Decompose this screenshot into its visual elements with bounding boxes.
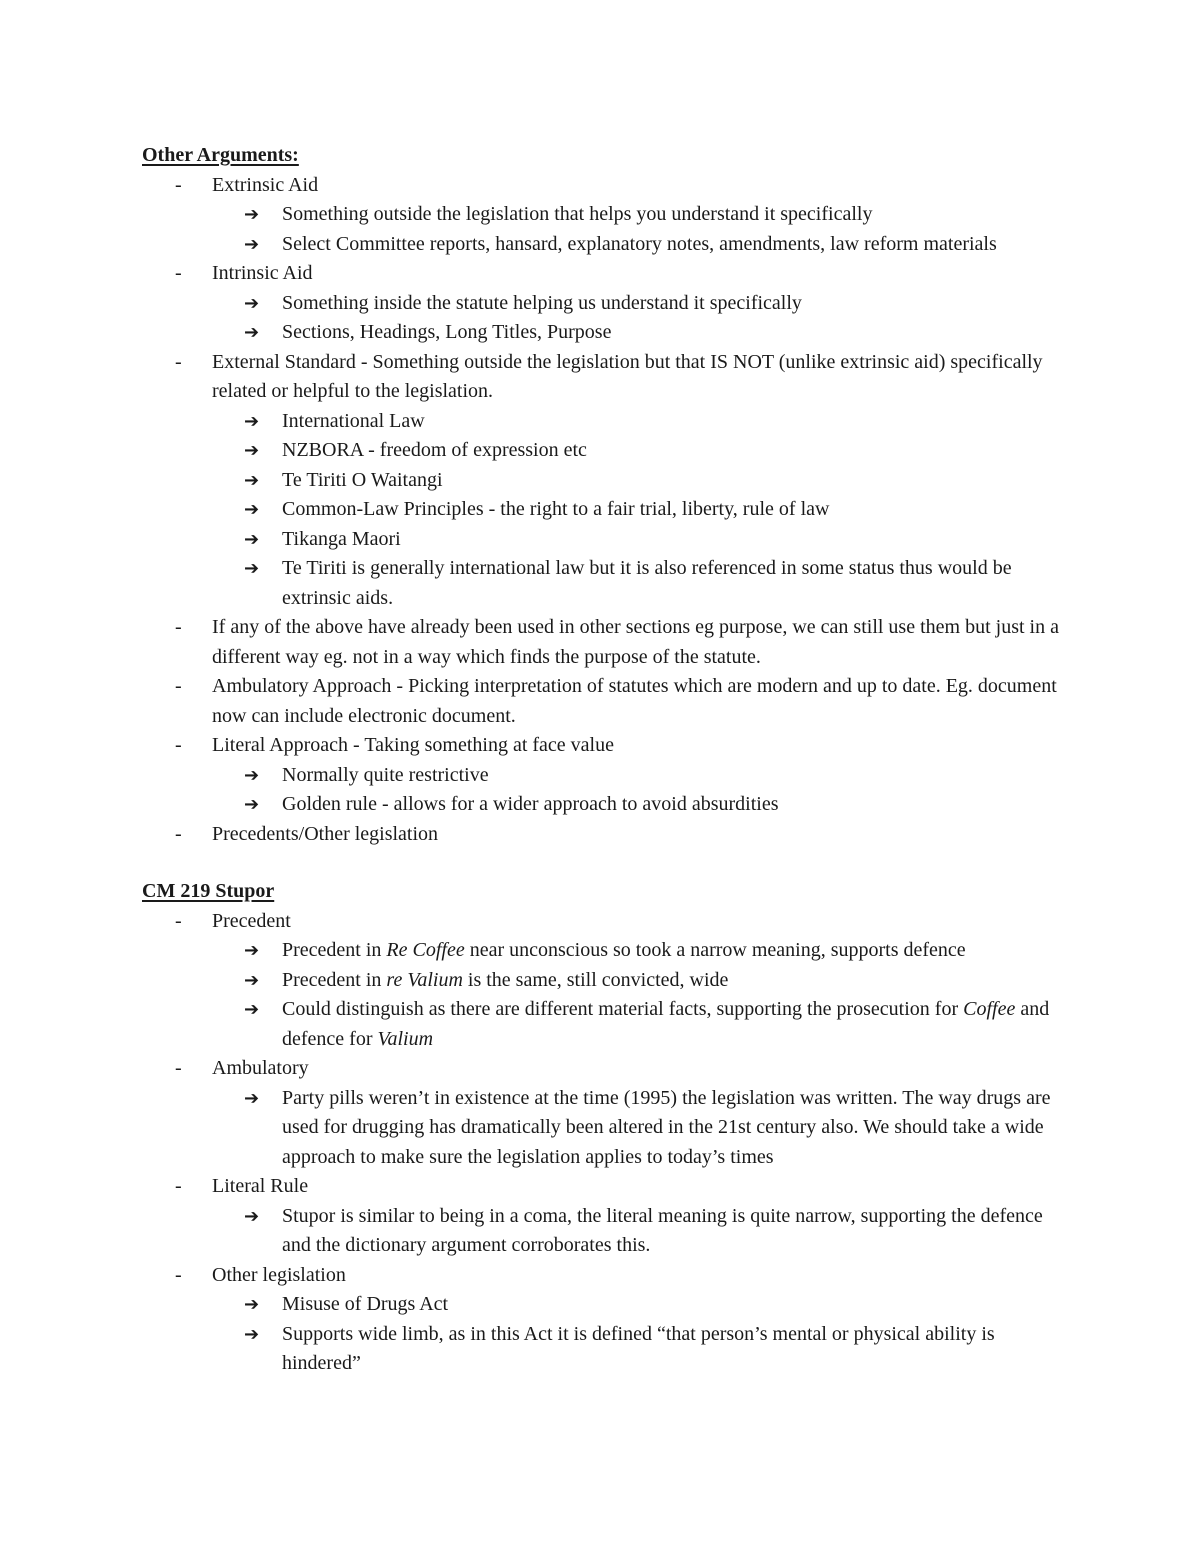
- case-name-italic: Valium: [377, 1027, 434, 1050]
- bullet-text: Precedent: [212, 909, 291, 932]
- bullet-item-precedents-other-legislation: [142, 820, 1062, 850]
- sub-bullet-item: [142, 407, 1062, 437]
- bullet-item-literal-rule: [142, 1172, 1062, 1202]
- sub-bullet-item: [142, 200, 1062, 230]
- case-name-italic: Re Coffee: [386, 939, 465, 961]
- bullet-text: If any of the above have already been used in other sections eg purpose, we can still use them but just in a different way eg. not in a way which finds the purpose of the statute.: [212, 616, 1059, 668]
- arrow-bullet-icon: ➔: [244, 999, 260, 1020]
- arrow-bullet-icon: ➔: [244, 440, 260, 461]
- arrow-bullet-icon: ➔: [244, 794, 260, 815]
- arrow-bullet-icon: ➔: [244, 764, 260, 786]
- sub-bullet-item: [142, 761, 1062, 791]
- bullet-text: Ambulatory Approach - Picking interpretation of statutes which are modern and up to date. Eg. document now can include electronic document.: [212, 675, 1057, 727]
- bullet-item-intrinsic-aid: [142, 259, 1062, 289]
- bullet-item-ambulatory-approach: [142, 672, 1062, 731]
- sub-bullet-text: Stupor is similar to being in a coma, the literal meaning is quite narrow, supporting the defence and the dictionary argument corroborates this.: [282, 1204, 1043, 1256]
- sub-bullet-text: and defence for: [282, 998, 1050, 1050]
- sub-bullet-item: [142, 1084, 1062, 1173]
- sub-bullet-item: [142, 289, 1062, 319]
- sub-bullet-item: [142, 318, 1062, 348]
- case-name-italic: re Valium: [386, 968, 463, 991]
- section-cm-219-stupor: [142, 877, 1062, 1379]
- bullet-item-precedent: [142, 907, 1062, 937]
- arrow-bullet-icon: ➔: [244, 233, 260, 255]
- arrow-bullet-icon: ➔: [244, 1294, 260, 1315]
- arrow-bullet-icon: ➔: [244, 969, 260, 991]
- bullet-text: Literal Rule: [212, 1175, 309, 1197]
- sub-bullet-item: [142, 525, 1062, 555]
- bullet-text: Precedents/Other legislation: [212, 822, 439, 845]
- sub-bullet-item: [142, 966, 1062, 996]
- sub-bullet-text: International Law: [282, 409, 425, 432]
- sub-bullet-text: Normally quite restrictive: [282, 763, 489, 786]
- sub-bullet-text: Supports wide limb, as in this Act it is defined “that person’s mental or physical ability is hindered”: [282, 1322, 995, 1374]
- sub-bullet-item: [142, 936, 1062, 966]
- bullet-item-extrinsic-aid: [142, 171, 1062, 201]
- sub-bullet-item: [142, 790, 1062, 820]
- dash-bullet-icon: -: [175, 822, 182, 845]
- sub-bullet-text: Te Tiriti is generally international law but it is also referenced in some status thus would be extrinsic aids.: [282, 557, 1012, 609]
- arrow-bullet-icon: ➔: [244, 1087, 260, 1109]
- sub-bullet-text: Golden rule - allows for a wider approach to avoid absurdities: [282, 793, 779, 815]
- sub-bullet-text: Party pills weren’t in existence at the time (1995) the legislation was written. The way drugs are used for drugging has dramatically been altered in the 21st century also. We should take a wide approach to make sure the legislation applies to today’s times: [282, 1086, 1051, 1168]
- sub-bullet-item: [142, 230, 1062, 260]
- sub-bullet-item: [142, 1202, 1062, 1261]
- dash-bullet-icon: -: [175, 909, 182, 932]
- sub-bullet-text: Tikanga Maori: [282, 527, 401, 550]
- bullet-text: Other legislation: [212, 1263, 346, 1286]
- sub-bullet-text: Something inside the statute helping us understand it specifically: [282, 291, 802, 314]
- section-heading: Other Arguments:: [142, 144, 299, 166]
- bullet-text: Literal Approach - Taking something at face value: [212, 734, 614, 756]
- sub-bullet-text: Sections, Headings, Long Titles, Purpose: [282, 321, 612, 343]
- arrow-bullet-icon: ➔: [244, 469, 260, 491]
- bullet-item-other-legislation: [142, 1261, 1062, 1291]
- bullet-text: Ambulatory: [212, 1057, 309, 1079]
- sub-bullet-text: near unconscious so took a narrow meaning, supports defence: [464, 939, 966, 961]
- bullet-text: External Standard - Something outside the legislation but that IS NOT (unlike extrinsic aid) specifically related or helpful to the legislation.: [212, 350, 1043, 402]
- sub-bullet-text: Common-Law Principles - the right to a fair trial, liberty, rule of law: [282, 498, 830, 520]
- dash-bullet-icon: -: [175, 350, 182, 373]
- dash-bullet-icon: -: [175, 1263, 182, 1286]
- arrow-bullet-icon: ➔: [244, 528, 260, 550]
- dash-bullet-icon: -: [175, 616, 182, 638]
- bullet-item-literal-approach: [142, 731, 1062, 761]
- sub-bullet-item: [142, 1320, 1062, 1379]
- sub-bullet-text: Could distinguish as there are different material facts, supporting the prosecution for: [282, 998, 964, 1020]
- arrow-bullet-icon: ➔: [244, 940, 260, 961]
- sub-bullet-item: [142, 495, 1062, 525]
- dash-bullet-icon: -: [175, 734, 182, 756]
- bullet-item-external-standard: [142, 348, 1062, 407]
- dash-bullet-icon: -: [175, 1057, 182, 1079]
- sub-bullet-text: Something outside the legislation that helps you understand it specifically: [282, 203, 873, 225]
- sub-bullet-text: Select Committee reports, hansard, explanatory notes, amendments, law reform materials: [282, 232, 997, 255]
- arrow-bullet-icon: ➔: [244, 558, 260, 579]
- arrow-bullet-icon: ➔: [244, 1205, 260, 1227]
- bullet-text: Extrinsic Aid: [212, 173, 319, 196]
- section-heading: CM 219 Stupor: [142, 880, 275, 902]
- sub-bullet-item: [142, 466, 1062, 496]
- dash-bullet-icon: -: [175, 173, 182, 196]
- sub-bullet-text: Misuse of Drugs Act: [282, 1293, 449, 1315]
- sub-bullet-text: is the same, still convicted, wide: [462, 968, 729, 991]
- arrow-bullet-icon: ➔: [244, 410, 260, 432]
- sub-bullet-item: [142, 995, 1062, 1054]
- dash-bullet-icon: -: [175, 1175, 182, 1197]
- dash-bullet-icon: -: [175, 262, 182, 284]
- sub-bullet-text: Precedent in: [282, 968, 387, 991]
- bullet-item-if-any-of-the-above-have-already-been-us: [142, 613, 1062, 672]
- sub-bullet-text: Precedent in: [282, 939, 387, 961]
- sub-bullet-text: NZBORA - freedom of expression etc: [282, 439, 587, 461]
- arrow-bullet-icon: ➔: [244, 1323, 260, 1345]
- sub-bullet-item: [142, 554, 1062, 613]
- section-other-arguments: [142, 141, 1062, 849]
- sub-bullet-item: [142, 1290, 1062, 1320]
- dash-bullet-icon: -: [175, 675, 182, 697]
- arrow-bullet-icon: ➔: [244, 322, 260, 343]
- case-name-italic: Coffee: [963, 998, 1016, 1020]
- arrow-bullet-icon: ➔: [244, 204, 260, 225]
- arrow-bullet-icon: ➔: [244, 292, 260, 314]
- arrow-bullet-icon: ➔: [244, 499, 260, 520]
- sub-bullet-item: [142, 436, 1062, 466]
- bullet-item-ambulatory: [142, 1054, 1062, 1084]
- sub-bullet-text: Te Tiriti O Waitangi: [282, 468, 443, 491]
- bullet-text: Intrinsic Aid: [212, 262, 313, 284]
